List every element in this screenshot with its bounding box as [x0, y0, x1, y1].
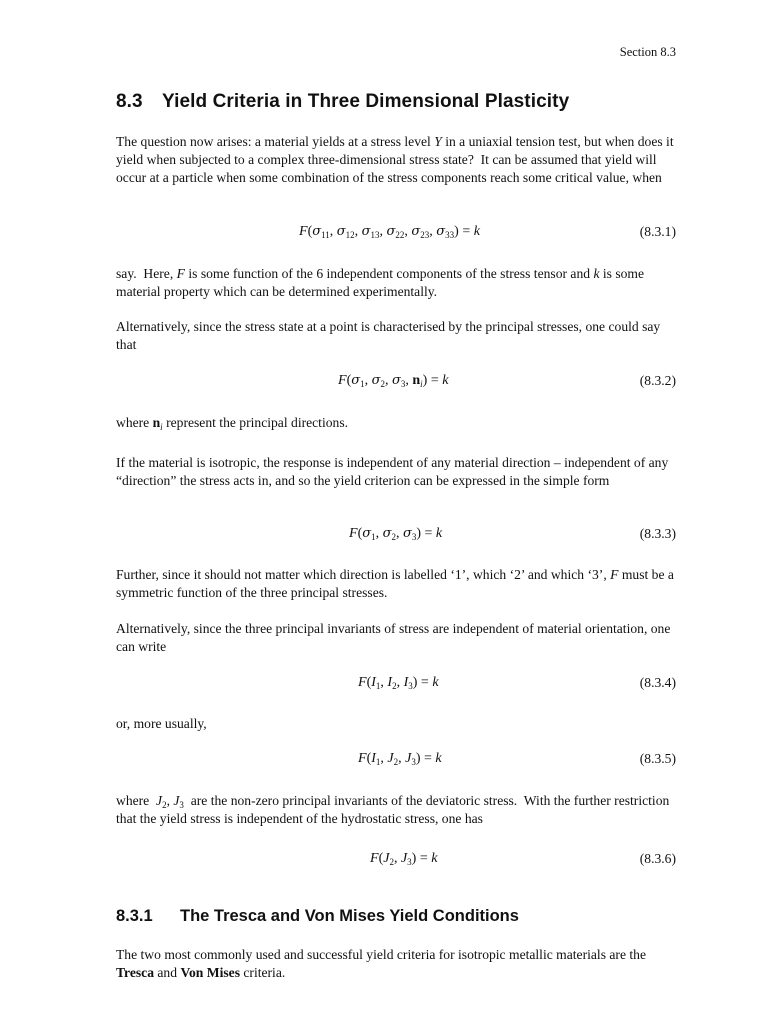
equation-8-3-3: $F(\sigma_1$, $\sigma_2$, $\sigma_3) = k$ (8.3.3) [349, 526, 676, 542]
paragraph-7: Alternatively, since the three principal invariants of stress are independent of material orientation, one can write [116, 621, 671, 654]
section-title [116, 91, 569, 113]
paragraph-5: If the material is isotropic, the response is independent of any material direction – independent of any “direction” the stress acts in, and so the yield criterion can be expressed in the simple form [116, 455, 669, 488]
section-title-text: Yield Criteria in Three Dimensional Plasticity [162, 91, 570, 112]
equation-8-3-5: $F(I_1$, $J_2$, $J_3) = k$ (8.3.5) [358, 751, 676, 767]
paragraph-4: where $n_i$ represent the principal directions. [116, 415, 349, 432]
subsection-title-text: The Tresca and Von Mises Yield Conditions [180, 907, 519, 925]
paragraph-9: where $J_2$, $J_3$ are the non-zero principal invariants of the deviatoric stress. With the further restriction that the yield stress is independent of the hydrostatic stress, one has [116, 793, 670, 826]
document-page [116, 0, 676, 1024]
equation-number: (8.3.2) [639, 373, 676, 388]
equation-number: (8.3.5) [639, 751, 676, 766]
paragraph-2: say. Here, F is some function of the 6 independent components of the stress tensor and k is some material property which can be determined experimentally. [116, 266, 645, 299]
equation-number: (8.3.3) [639, 526, 676, 541]
equation-number: (8.3.4) [639, 675, 676, 690]
equation-8-3-1: $F(\sigma_{11}$, $\sigma_{12}$, $\sigma_{13}$, $\sigma_{22}$, $\sigma_{23}$, $\sigma_{33}) = k$ (8.3.1) [299, 224, 676, 240]
equation-number: (8.3.6) [639, 851, 676, 866]
equation-8-3-4: $F(I_1$, $I_2$, $I_3) = k$ (8.3.4) [358, 675, 676, 691]
paragraph-1: The question now arises: a material yields at a stress level Y in a uniaxial tension test, but when does it yield when subjected to a complex three-dimensional stress state? It can be assumed that yield will occur at a particle when some combination of the stress components reach some critical value, when [116, 134, 674, 185]
paragraph-8: or, more usually, [116, 716, 207, 731]
equation-8-3-6: $F(J_2$, $J_3) = k$ (8.3.6) [370, 851, 676, 867]
section-header: Section 8.3 [619, 45, 676, 59]
subsection-title [116, 907, 519, 926]
equation-8-3-2: $F(\sigma_1$, $\sigma_2$, $\sigma_3$, $n_i) = k$ (8.3.2) [338, 373, 676, 389]
paragraph-6: Further, since it should not matter which direction is labelled ‘1’, which ‘2’ and which ‘3’, F must be a symmetric function of the three principal stresses. [116, 567, 674, 600]
paragraph-3: Alternatively, since the stress state at a point is characterised by the principal stresses, one could say that [116, 319, 661, 352]
equation-number: (8.3.1) [639, 224, 676, 239]
section-number: 8.3 [116, 91, 143, 112]
subsection-number: 8.3.1 [116, 907, 153, 925]
paragraph-10: The two most commonly used and successful yield criteria for isotropic metallic materials are the Tresca and Von Mises criteria. [116, 947, 646, 980]
